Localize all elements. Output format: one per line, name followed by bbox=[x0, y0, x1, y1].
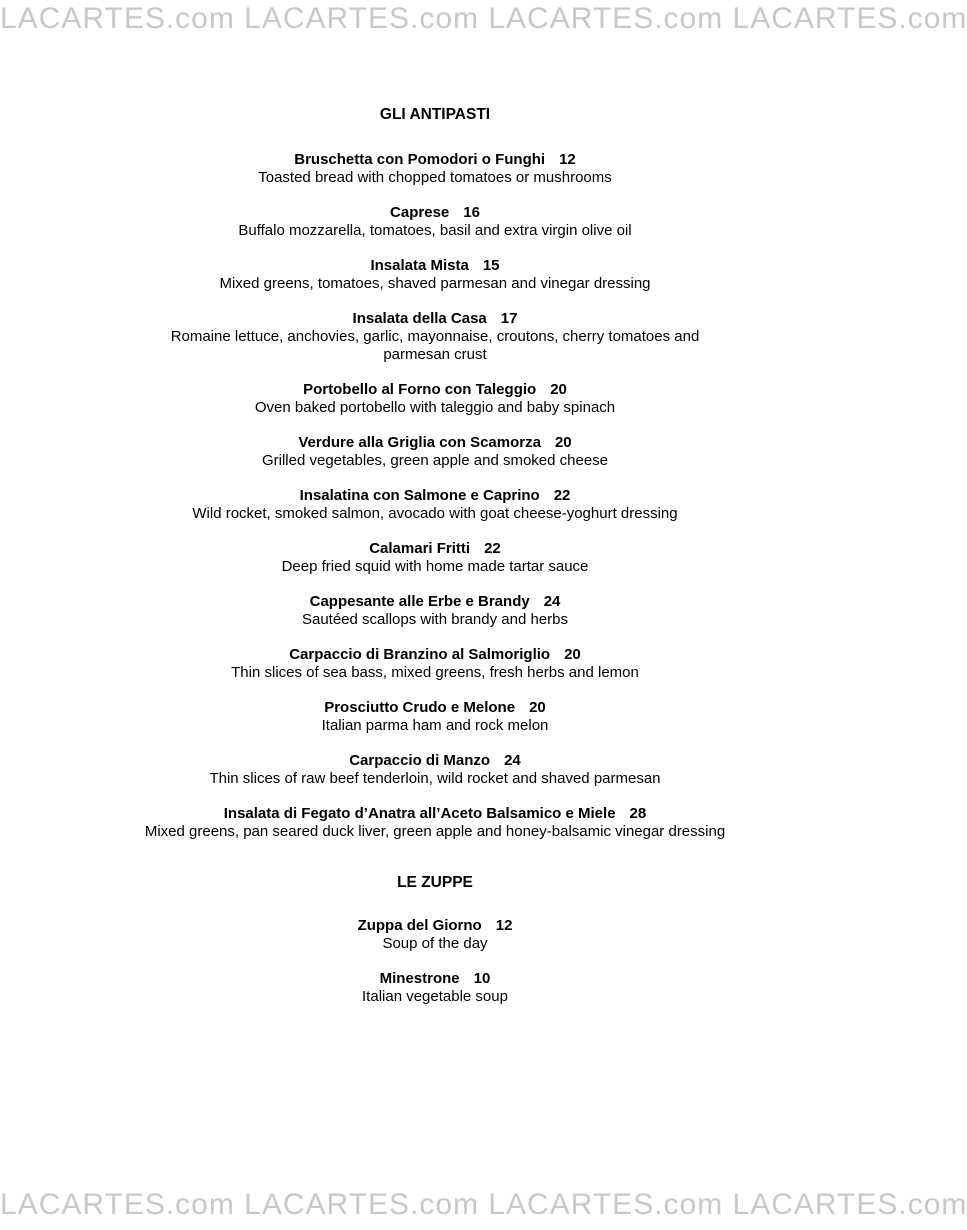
menu-item bbox=[0, 540, 870, 576]
item-heading bbox=[0, 257, 870, 275]
item-heading bbox=[0, 381, 870, 399]
item-name: Insalata Mista bbox=[370, 257, 469, 274]
item-name: Prosciutto Crudo e Melone bbox=[324, 699, 516, 716]
item-price: 22 bbox=[553, 487, 571, 504]
section-title-antipasti: GLI ANTIPASTI bbox=[379, 106, 491, 123]
item-description: Italian vegetable soup bbox=[362, 988, 508, 1005]
item-heading bbox=[0, 752, 870, 770]
item-name: Verdure alla Griglia con Scamorza bbox=[298, 434, 541, 451]
item-name: Portobello al Forno con Taleggio bbox=[303, 381, 537, 398]
menu-item bbox=[0, 257, 870, 293]
item-heading bbox=[0, 487, 870, 505]
menu-item bbox=[0, 805, 870, 841]
item-heading bbox=[0, 540, 870, 558]
item-description: Wild rocket, smoked salmon, avocado with goat cheese-yoghurt dressing bbox=[192, 505, 678, 522]
item-price: 17 bbox=[500, 310, 518, 327]
item-description: Toasted bread with chopped tomatoes or mushrooms bbox=[258, 169, 612, 186]
item-name: Zuppa del Giorno bbox=[357, 917, 482, 934]
item-heading bbox=[0, 151, 870, 169]
item-description: Romaine lettuce, anchovies, garlic, mayonnaise, croutons, cherry tomatoes and parmesan crust bbox=[170, 328, 700, 363]
item-heading bbox=[0, 646, 870, 664]
watermark-bottom: LACARTES.com LACARTES.com LACARTES.com LACARTES.com bbox=[0, 1188, 967, 1221]
menu-item bbox=[0, 487, 870, 523]
item-price: 12 bbox=[495, 917, 513, 934]
item-price: 15 bbox=[482, 257, 500, 274]
item-name: Carpaccio di Manzo bbox=[349, 752, 491, 769]
item-heading bbox=[0, 970, 870, 988]
item-description: Mixed greens, pan seared duck liver, green apple and honey-balsamic vinegar dressing bbox=[144, 823, 726, 840]
menu-item bbox=[0, 752, 870, 788]
item-description: Soup of the day bbox=[382, 935, 488, 952]
menu-item bbox=[0, 917, 870, 953]
item-price: 20 bbox=[564, 646, 581, 663]
item-name: Insalata della Casa bbox=[352, 310, 487, 327]
item-price: 16 bbox=[463, 204, 480, 221]
item-price: 20 bbox=[529, 699, 546, 716]
item-name: Calamari Fritti bbox=[369, 540, 471, 557]
item-description: Sautéed scallops with brandy and herbs bbox=[301, 611, 568, 628]
item-heading bbox=[0, 593, 870, 611]
menu-item bbox=[0, 646, 870, 682]
item-description: Mixed greens, tomatoes, shaved parmesan and vinegar dressing bbox=[219, 275, 651, 292]
item-price: 20 bbox=[554, 434, 572, 451]
menu-item bbox=[0, 593, 870, 629]
item-name: Cappesante alle Erbe e Brandy bbox=[309, 593, 530, 610]
item-name: Carpaccio di Branzino al Salmoriglio bbox=[289, 646, 551, 663]
item-price: 24 bbox=[543, 593, 561, 610]
item-name: Insalatina con Salmone e Caprino bbox=[299, 487, 540, 504]
item-heading bbox=[0, 805, 870, 823]
menu-item bbox=[0, 434, 870, 470]
item-heading bbox=[0, 917, 870, 935]
item-price: 28 bbox=[629, 805, 647, 822]
item-heading bbox=[0, 699, 870, 717]
menu-item bbox=[0, 151, 870, 187]
menu-page bbox=[0, 104, 870, 1023]
item-name: Insalata di Fegato d’Anatra all’Aceto Balsamico e Miele bbox=[223, 805, 616, 822]
menu-item bbox=[0, 310, 870, 364]
item-heading bbox=[0, 310, 870, 328]
item-heading bbox=[0, 204, 870, 222]
watermark-top: LACARTES.com LACARTES.com LACARTES.com LACARTES.com bbox=[0, 2, 967, 35]
menu-item bbox=[0, 204, 870, 240]
item-description: Thin slices of raw beef tenderloin, wild rocket and shaved parmesan bbox=[209, 770, 661, 787]
item-price: 22 bbox=[484, 540, 501, 557]
item-price: 12 bbox=[559, 151, 576, 168]
item-description: Deep fried squid with home made tartar sauce bbox=[281, 558, 589, 575]
item-description: Buffalo mozzarella, tomatoes, basil and extra virgin olive oil bbox=[238, 222, 632, 239]
item-heading bbox=[0, 434, 870, 452]
item-price: 10 bbox=[473, 970, 491, 987]
item-price: 20 bbox=[550, 381, 567, 398]
item-description: Oven baked portobello with taleggio and baby spinach bbox=[254, 399, 616, 416]
section-title-zuppe: LE ZUPPE bbox=[397, 874, 473, 891]
menu-item bbox=[0, 970, 870, 1006]
item-description: Grilled vegetables, green apple and smoked cheese bbox=[261, 452, 609, 469]
item-name: Bruschetta con Pomodori o Funghi bbox=[294, 151, 546, 168]
item-name: Minestrone bbox=[379, 970, 460, 987]
menu-item bbox=[0, 699, 870, 735]
menu-item bbox=[0, 381, 870, 417]
item-description: Italian parma ham and rock melon bbox=[321, 717, 549, 734]
item-name: Caprese bbox=[390, 204, 450, 221]
item-description: Thin slices of sea bass, mixed greens, fresh herbs and lemon bbox=[231, 664, 639, 681]
item-price: 24 bbox=[504, 752, 521, 769]
